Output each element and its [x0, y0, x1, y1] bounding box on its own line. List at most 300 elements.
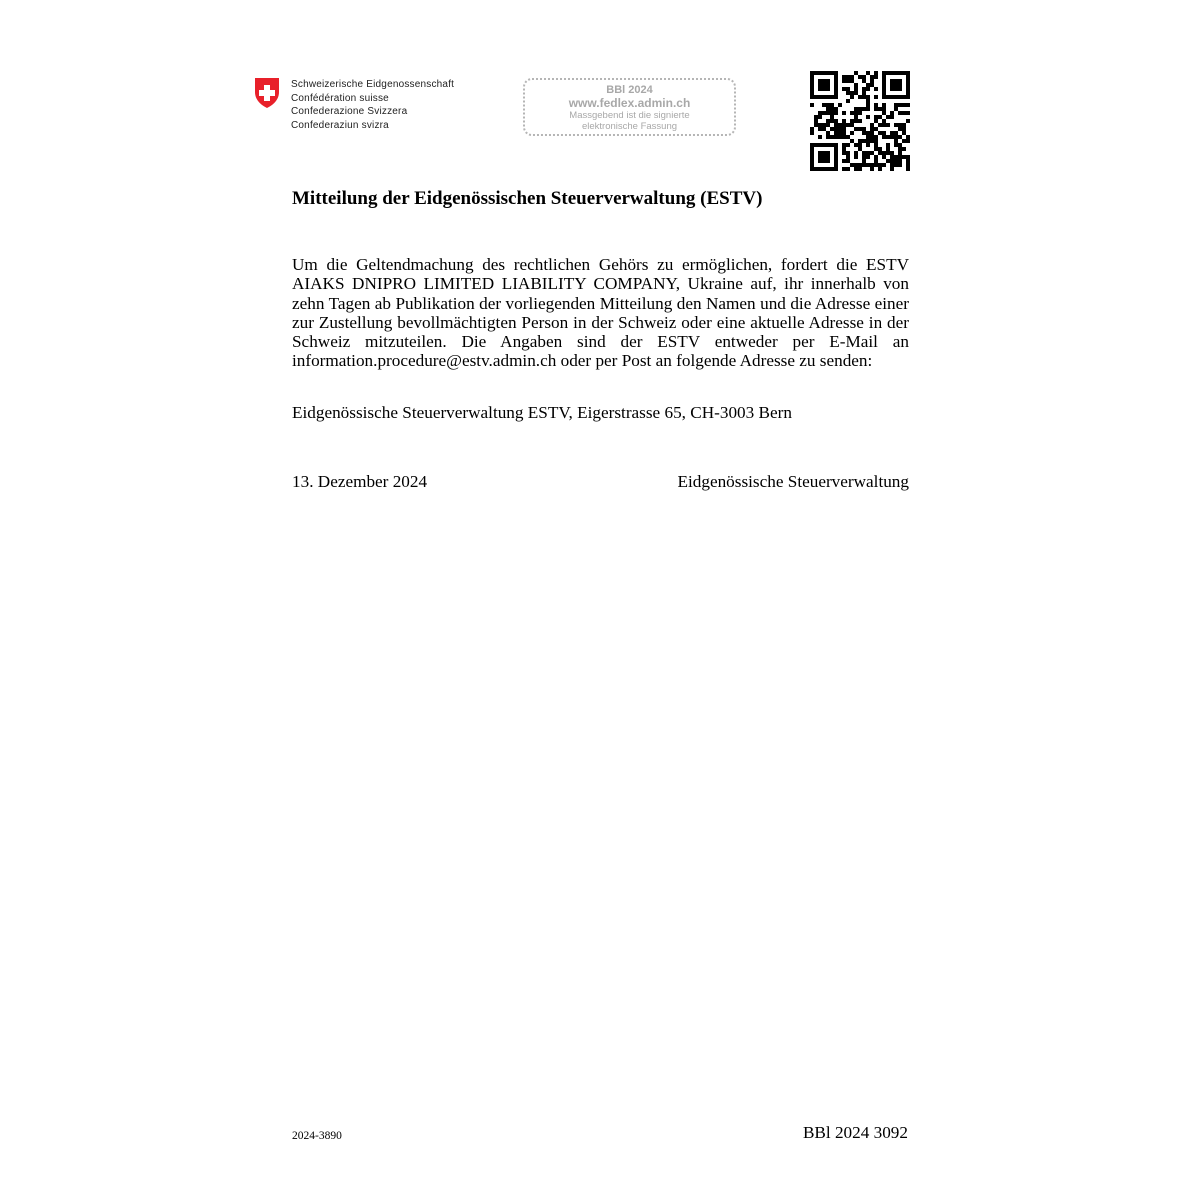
qr-module	[902, 131, 906, 135]
qr-module	[886, 143, 890, 147]
qr-module	[878, 131, 882, 135]
qr-module	[866, 143, 870, 147]
qr-module	[818, 79, 822, 83]
qr-module	[898, 71, 902, 75]
qr-module	[882, 119, 886, 123]
date-line: 13. Dezember 2024	[292, 472, 428, 491]
qr-module	[818, 71, 822, 75]
qr-module	[890, 87, 894, 91]
qr-module	[818, 87, 822, 91]
qr-module	[854, 107, 858, 111]
qr-module	[882, 95, 886, 99]
qr-module	[894, 83, 898, 87]
qr-module	[814, 123, 818, 127]
qr-module	[834, 131, 838, 135]
qr-module	[834, 143, 838, 147]
qr-module	[866, 103, 870, 107]
qr-module	[822, 95, 826, 99]
qr-module	[826, 151, 830, 155]
qr-module	[882, 103, 886, 107]
qr-module	[866, 135, 870, 139]
qr-module	[858, 95, 862, 99]
qr-module	[878, 123, 882, 127]
qr-module	[866, 163, 870, 167]
qr-module	[898, 79, 902, 83]
qr-module	[814, 167, 818, 171]
qr-module	[858, 111, 862, 115]
qr-module	[874, 71, 878, 75]
qr-module	[890, 115, 894, 119]
qr-module	[874, 115, 878, 119]
qr-module	[874, 119, 878, 123]
qr-module	[894, 123, 898, 127]
qr-module	[834, 135, 838, 139]
qr-module	[814, 119, 818, 123]
qr-module	[890, 83, 894, 87]
stamp-url: www.fedlex.admin.ch	[568, 96, 691, 110]
qr-module	[834, 111, 838, 115]
qr-module	[850, 131, 854, 135]
qr-module	[898, 155, 902, 159]
qr-module	[850, 95, 854, 99]
qr-module	[902, 147, 906, 151]
qr-module	[842, 111, 846, 115]
qr-module	[822, 159, 826, 163]
qr-module	[842, 119, 846, 123]
authority-signature: Eidgenössische Steuerverwaltung	[677, 472, 909, 491]
qr-module	[862, 155, 866, 159]
qr-module	[842, 135, 846, 139]
qr-module	[894, 155, 898, 159]
qr-module	[854, 127, 858, 131]
qr-module	[862, 131, 866, 135]
qr-module	[898, 83, 902, 87]
qr-module	[834, 75, 838, 79]
qr-module	[894, 107, 898, 111]
address-line: Eidgenössische Steuerverwaltung ESTV, Eigerstrasse 65, CH-3003 Bern	[292, 403, 792, 422]
qr-module	[898, 123, 902, 127]
qr-module	[854, 115, 858, 119]
qr-module	[834, 163, 838, 167]
qr-module	[894, 139, 898, 143]
qr-module	[898, 163, 902, 167]
qr-module	[870, 167, 874, 171]
qr-module	[842, 151, 846, 155]
qr-module	[886, 115, 890, 119]
qr-module	[834, 155, 838, 159]
qr-module	[822, 79, 826, 83]
qr-module	[902, 123, 906, 127]
qr-module	[862, 87, 866, 91]
qr-module	[894, 103, 898, 107]
qr-module	[894, 87, 898, 91]
qr-module	[826, 159, 830, 163]
qr-module	[898, 127, 902, 131]
qr-module	[854, 87, 858, 91]
qr-module	[906, 163, 910, 167]
qr-module	[830, 95, 834, 99]
qr-module	[870, 131, 874, 135]
qr-module	[842, 75, 846, 79]
qr-module	[846, 123, 850, 127]
qr-module	[874, 139, 878, 143]
qr-module	[826, 135, 830, 139]
qr-module	[878, 147, 882, 151]
qr-module	[822, 71, 826, 75]
qr-module	[842, 79, 846, 83]
qr-module	[810, 167, 814, 171]
qr-module	[878, 151, 882, 155]
qr-module	[834, 147, 838, 151]
qr-module	[814, 115, 818, 119]
qr-module	[906, 155, 910, 159]
qr-module	[858, 163, 862, 167]
qr-module	[882, 87, 886, 91]
qr-module	[862, 107, 866, 111]
qr-module	[870, 123, 874, 127]
qr-module	[830, 111, 834, 115]
qr-module	[822, 127, 826, 131]
qr-module	[810, 83, 814, 87]
qr-module	[886, 95, 890, 99]
qr-module	[858, 107, 862, 111]
qr-module	[834, 95, 838, 99]
qr-module	[898, 87, 902, 91]
qr-module	[866, 151, 870, 155]
qr-module	[810, 79, 814, 83]
qr-module	[846, 159, 850, 163]
qr-module	[846, 87, 850, 91]
qr-module	[894, 159, 898, 163]
qr-module	[830, 135, 834, 139]
qr-module	[826, 107, 830, 111]
qr-module	[810, 143, 814, 147]
qr-module	[894, 79, 898, 83]
qr-module	[898, 103, 902, 107]
qr-module	[834, 167, 838, 171]
qr-module	[866, 131, 870, 135]
qr-module	[822, 155, 826, 159]
qr-module	[874, 159, 878, 163]
qr-module	[890, 135, 894, 139]
qr-module	[858, 139, 862, 143]
qr-module	[882, 131, 886, 135]
qr-module	[850, 75, 854, 79]
qr-module	[882, 151, 886, 155]
qr-module	[838, 127, 842, 131]
qr-module	[890, 79, 894, 83]
qr-module	[810, 163, 814, 167]
qr-module	[810, 127, 814, 131]
qr-module	[878, 115, 882, 119]
qr-module	[822, 151, 826, 155]
qr-module	[838, 103, 842, 107]
qr-module	[886, 123, 890, 127]
qr-module	[898, 111, 902, 115]
qr-module	[866, 95, 870, 99]
qr-module	[842, 167, 846, 171]
qr-module	[822, 123, 826, 127]
qr-module	[834, 123, 838, 127]
qr-module	[826, 167, 830, 171]
qr-module	[878, 163, 882, 167]
qr-module	[906, 79, 910, 83]
qr-module	[846, 167, 850, 171]
qr-module	[858, 127, 862, 131]
qr-module	[818, 159, 822, 163]
qr-module	[810, 159, 814, 163]
qr-module	[902, 111, 906, 115]
qr-module	[810, 103, 814, 107]
qr-module	[822, 83, 826, 87]
qr-module	[854, 119, 858, 123]
qr-module	[854, 143, 858, 147]
qr-module	[838, 123, 842, 127]
qr-module	[846, 99, 850, 103]
qr-module	[874, 143, 878, 147]
qr-module	[834, 119, 838, 123]
qr-module	[862, 163, 866, 167]
qr-module	[882, 155, 886, 159]
qr-module	[870, 79, 874, 83]
qr-module	[902, 127, 906, 131]
qr-module	[822, 87, 826, 91]
qr-module	[882, 91, 886, 95]
qr-module	[890, 71, 894, 75]
qr-module	[818, 123, 822, 127]
qr-module	[818, 143, 822, 147]
qr-module	[810, 131, 814, 135]
qr-module	[818, 167, 822, 171]
qr-module	[886, 135, 890, 139]
qr-module	[854, 91, 858, 95]
qr-module	[898, 147, 902, 151]
qr-module	[814, 143, 818, 147]
qr-module	[866, 139, 870, 143]
qr-module	[890, 163, 894, 167]
qr-module	[862, 95, 866, 99]
qr-module	[846, 79, 850, 83]
qr-module	[830, 127, 834, 131]
qr-module	[826, 83, 830, 87]
qr-module	[834, 71, 838, 75]
qr-module	[906, 87, 910, 91]
qr-module	[850, 111, 854, 115]
qr-module	[906, 159, 910, 163]
qr-module	[810, 75, 814, 79]
qr-module	[810, 95, 814, 99]
qr-module	[874, 135, 878, 139]
qr-module	[866, 87, 870, 91]
body-paragraph: Um die Geltendmachung des rechtlichen Gehörs zu ermöglichen, fordert die ESTV AIAKS DNIPRO LIMITED LIABILITY COMPANY, Ukraine auf, ihr innerhalb von zehn Tagen ab Publikation der vorliegenden Mitteilung den Namen und die Adresse einer zur Zustellung bevollmächtigten Person in der Schweiz oder eine aktuelle Adresse in der Schweiz mitzuteilen. Die Angaben sind der ESTV entweder per E-Mail an information.procedure@estv.admin.ch oder per Post an folgende Adresse zu senden:	[292, 255, 909, 371]
qr-module	[862, 139, 866, 143]
qr-module	[810, 151, 814, 155]
qr-code-icon	[810, 71, 910, 171]
qr-module	[902, 139, 906, 143]
qr-module	[902, 155, 906, 159]
qr-module	[898, 95, 902, 99]
qr-module	[870, 163, 874, 167]
qr-module	[906, 83, 910, 87]
qr-module	[818, 127, 822, 131]
qr-module	[866, 107, 870, 111]
stamp-line-4: elektronische Fassung	[581, 121, 678, 132]
qr-module	[818, 111, 822, 115]
qr-module	[878, 107, 882, 111]
qr-module	[890, 131, 894, 135]
qr-module	[890, 167, 894, 171]
qr-module	[834, 127, 838, 131]
qr-module	[850, 91, 854, 95]
qr-module	[842, 143, 846, 147]
qr-module	[906, 119, 910, 123]
qr-module	[874, 75, 878, 79]
qr-module	[906, 111, 910, 115]
qr-module	[894, 71, 898, 75]
qr-module	[842, 127, 846, 131]
qr-module	[882, 163, 886, 167]
qr-module	[862, 159, 866, 163]
qr-module	[886, 71, 890, 75]
qr-module	[826, 103, 830, 107]
qr-module	[906, 135, 910, 139]
qr-module	[818, 83, 822, 87]
qr-module	[882, 135, 886, 139]
qr-module	[818, 115, 822, 119]
qr-module	[850, 79, 854, 83]
qr-module	[906, 139, 910, 143]
qr-module	[834, 159, 838, 163]
qr-module	[906, 167, 910, 171]
qr-module	[874, 107, 878, 111]
qr-module	[814, 95, 818, 99]
qr-module	[906, 103, 910, 107]
qr-module	[834, 107, 838, 111]
qr-module	[870, 151, 874, 155]
qr-module	[862, 151, 866, 155]
bbl-stamp	[523, 78, 736, 136]
qr-module	[906, 95, 910, 99]
qr-module	[830, 71, 834, 75]
qr-module	[874, 95, 878, 99]
qr-module	[822, 143, 826, 147]
qr-module	[898, 151, 902, 155]
bbl-reference: BBl 2024 3092	[802, 1123, 908, 1142]
qr-module	[902, 95, 906, 99]
qr-module	[866, 71, 870, 75]
qr-module	[826, 155, 830, 159]
qr-module	[822, 103, 826, 107]
qr-module	[814, 71, 818, 75]
qr-module	[898, 159, 902, 163]
qr-module	[842, 123, 846, 127]
qr-module	[902, 71, 906, 75]
qr-module	[886, 159, 890, 163]
qr-module	[822, 167, 826, 171]
qr-module	[882, 111, 886, 115]
qr-module	[842, 87, 846, 91]
qr-module	[894, 143, 898, 147]
qr-module	[886, 147, 890, 151]
qr-module	[874, 127, 878, 131]
qr-module	[810, 155, 814, 159]
qr-module	[890, 151, 894, 155]
qr-module	[866, 83, 870, 87]
qr-module	[842, 159, 846, 163]
qr-module	[866, 115, 870, 119]
qr-module	[822, 111, 826, 115]
qr-module	[830, 107, 834, 111]
qr-module	[846, 143, 850, 147]
qr-module	[882, 79, 886, 83]
qr-module	[810, 91, 814, 95]
qr-module	[870, 83, 874, 87]
stamp-line-1: BBl 2024	[606, 84, 653, 96]
qr-module	[898, 135, 902, 139]
federation-name-fr: Confédération suisse	[291, 92, 389, 104]
qr-module	[878, 167, 882, 171]
qr-module	[830, 115, 834, 119]
qr-module	[858, 147, 862, 151]
qr-module	[830, 143, 834, 147]
qr-module	[842, 147, 846, 151]
qr-module	[826, 111, 830, 115]
qr-module	[858, 167, 862, 171]
qr-module	[810, 147, 814, 151]
qr-module	[850, 123, 854, 127]
qr-module	[826, 79, 830, 83]
qr-module	[874, 87, 878, 91]
qr-module	[818, 135, 822, 139]
qr-module	[870, 135, 874, 139]
document-title: Mitteilung der Eidgenössischen Steuerverwaltung (ESTV)	[292, 188, 763, 209]
qr-module	[826, 95, 830, 99]
qr-module	[850, 119, 854, 123]
qr-module	[898, 143, 902, 147]
qr-module	[874, 103, 878, 107]
qr-module	[858, 75, 862, 79]
federation-name-it: Confederazione Svizzera	[291, 106, 408, 117]
qr-module	[850, 139, 854, 143]
qr-module	[882, 83, 886, 87]
qr-module	[810, 87, 814, 91]
qr-module	[826, 143, 830, 147]
qr-module	[830, 167, 834, 171]
qr-module	[890, 111, 894, 115]
qr-module	[890, 155, 894, 159]
qr-module	[854, 155, 858, 159]
qr-module	[894, 95, 898, 99]
qr-module	[866, 99, 870, 103]
qr-module	[818, 155, 822, 159]
qr-module	[834, 91, 838, 95]
qr-module	[882, 71, 886, 75]
stamp-line-3: Massgebend ist die signierte	[569, 110, 690, 121]
qr-module	[906, 91, 910, 95]
qr-module	[850, 163, 854, 167]
qr-module	[886, 151, 890, 155]
qr-module	[834, 83, 838, 87]
qr-module	[882, 75, 886, 79]
qr-module	[854, 163, 858, 167]
qr-module	[862, 127, 866, 131]
document-number: 2024-3890	[292, 1130, 342, 1142]
qr-module	[874, 163, 878, 167]
qr-module	[866, 155, 870, 159]
qr-module	[838, 131, 842, 135]
qr-module	[830, 119, 834, 123]
qr-module	[826, 131, 830, 135]
